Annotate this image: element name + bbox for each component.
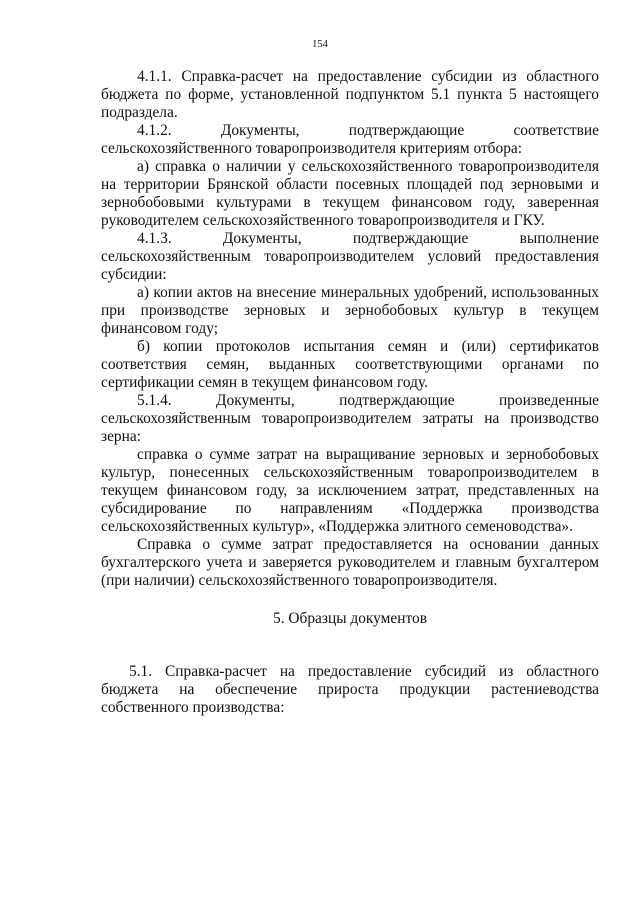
paragraph-4-1-1: [101, 68, 599, 122]
paragraph-text: Справка о сумме затрат предоставляется на основании данных бухгалтерского учета и заверяется руководителем и главным бухгалтером (при наличии) сельскохозяйственного товаропроизводителя.: [101, 536, 599, 589]
paragraph-text: б) копии протоколов испытания семян и (или) сертификатов соответствия семян, выданных соответствующими органами по сертификации семян в текущем финансовом году.: [101, 338, 599, 391]
paragraph-line: сельскохозяйственного товаропроизводителя критериям отбора:: [101, 140, 522, 157]
paragraph-text: а) справка о наличии у сельскохозяйственного товаропроизводителя на территории Брянской области посевных площадей под зерновыми и зернобобовыми культурами в текущем финансовом году, заверенная руководителем сельскохозяйственного товаропроизводителя и ГКУ.: [101, 158, 599, 229]
document-body: [101, 68, 599, 717]
paragraph-5-1-4: [101, 392, 599, 446]
paragraph-line: сельскохозяйственным товаропроизводителем условий предоставления: [101, 248, 599, 265]
paragraph-4-1-2-a: [101, 158, 599, 230]
paragraph-5-1: 5.1. Справка-расчет на предоставление субсидий из областного бюджета на обеспечение прироста продукции растениеводства собственного производства:: [101, 663, 599, 716]
page-number: 154: [312, 39, 328, 50]
paragraph-line: зерна:: [101, 428, 141, 445]
paragraph-line: 4.1.3. Документы, подтверждающие выполнение: [137, 230, 599, 247]
paragraph-text: справка о сумме затрат на выращивание зерновых и зернобобовых культур, понесенных сельскохозяйственным товаропроизводителем в текущем финансовом году, за исключением затрат, представленных на субсидирование по направлениям «Поддержка производства сельскохозяйственных культур», «Поддержка элитного семеноводства».: [101, 446, 599, 535]
paragraph-line: сельскохозяйственным товаропроизводителем затраты на производство: [101, 410, 599, 427]
paragraph-line: субсидии:: [101, 266, 167, 283]
section-heading: 5. Образцы документов: [273, 610, 427, 627]
paragraph-4-1-3: [101, 230, 599, 284]
paragraph-line: 4.1.2. Документы, подтверждающие соответствие: [137, 122, 599, 139]
paragraph-certificate-note: [101, 536, 599, 590]
paragraph-text: а) копии актов на внесение минеральных удобрений, использованных при производстве зерновых и зернобобовых культур в текущем финансовом году;: [101, 284, 599, 337]
paragraph-4-1-3-a: [101, 284, 599, 338]
paragraph-line: 5.1.4. Документы, подтверждающие произведенные: [137, 392, 599, 409]
paragraph-4-1-3-b: [101, 338, 599, 392]
paragraph-5-1-4-text: [101, 446, 599, 536]
paragraph-text: 4.1.1. Справка-расчет на предоставление субсидии из областного бюджета по форме, установленной подпунктом 5.1 пункта 5 настоящего подраздела.: [101, 68, 599, 121]
paragraph-4-1-2: [101, 122, 599, 158]
